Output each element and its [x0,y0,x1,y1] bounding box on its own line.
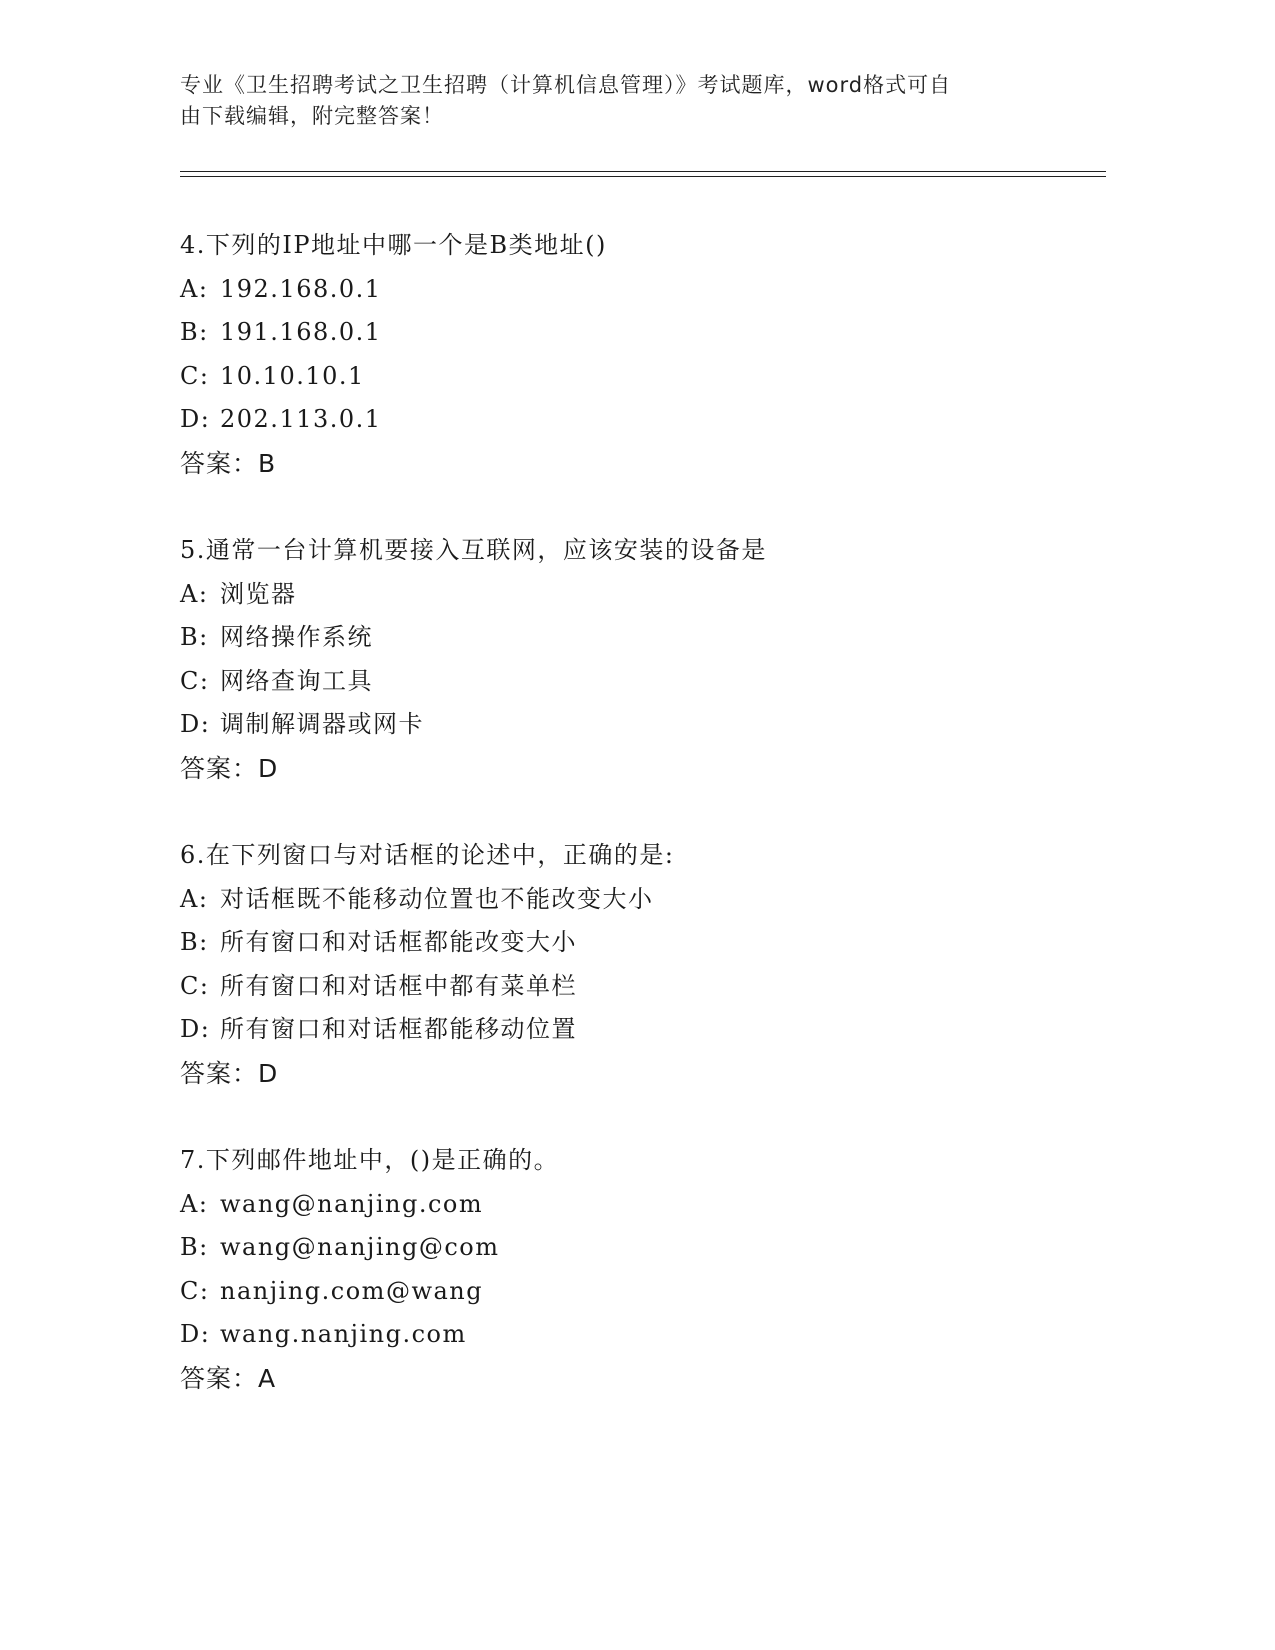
option-label: D: [180,710,211,739]
question-stem: 6.在下列窗口与对话框的论述中，正确的是: [180,841,675,869]
option-label: B: [180,928,209,957]
option-text: 所有窗口和对话框都能移动位置 [220,1015,577,1044]
option-label: A: [180,579,209,608]
option-text: wang@nanjing@com [220,1233,500,1262]
option-text: 对话框既不能移动位置也不能改变大小 [220,884,654,913]
option-c [180,1270,1100,1314]
question-stem: 7.下列邮件地址中，()是正确的。 [180,1146,560,1174]
option-label: B: [180,623,209,652]
option-d [180,1313,1100,1357]
option-text: 网络操作系统 [220,623,373,652]
option-text: 所有窗口和对话框都能改变大小 [220,928,577,957]
option-text: 调制解调器或网卡 [220,710,424,739]
option-text: 网络查询工具 [220,666,373,695]
option-c [180,660,1100,704]
option-text: nanjing.com@wang [220,1276,484,1305]
option-label: C: [180,666,210,695]
answer-line: 答案：D [180,1058,279,1088]
option-d [180,1008,1100,1052]
option-a [180,878,1100,922]
option-text: 202.113.0.1 [220,405,382,434]
option-b [180,616,1100,660]
option-label: C: [180,971,210,1000]
answer-line: 答案：B [180,448,277,478]
option-b [180,1226,1100,1270]
option-label: C: [180,1276,210,1305]
option-a [180,573,1100,617]
option-label: A: [180,1189,209,1218]
option-label: D: [180,405,211,434]
question-4 [180,224,1100,486]
option-a [180,1183,1100,1227]
option-text: 192.168.0.1 [220,274,382,303]
question-6 [180,834,1100,1096]
option-b [180,921,1100,965]
option-c [180,965,1100,1009]
option-a [180,268,1100,312]
option-d [180,398,1100,442]
question-stem: 5.通常一台计算机要接入互联网，应该安装的设备是 [180,536,767,564]
option-d [180,703,1100,747]
option-label: A: [180,274,209,303]
option-text: 浏览器 [220,579,297,608]
question-stem: 4.下列的IP地址中哪一个是B类地址() [180,231,607,259]
option-text: wang.nanjing.com [220,1320,467,1349]
option-text: 10.10.10.1 [220,361,365,390]
option-label: B: [180,1233,209,1262]
option-c [180,355,1100,399]
option-label: C: [180,361,210,390]
header-line-2: 由下载编辑，附完整答案！ [180,104,444,128]
option-text: 191.168.0.1 [220,318,382,347]
header-divider-top [180,171,1106,172]
option-text: wang@nanjing.com [220,1189,484,1218]
question-7 [180,1139,1100,1401]
answer-line: 答案：A [180,1363,277,1393]
header-line-1: 专业《卫生招聘考试之卫生招聘（计算机信息管理）》考试题库，word格式可自 [180,73,952,97]
option-label: D: [180,1320,211,1349]
header-divider-bottom [180,176,1106,177]
option-label: D: [180,1015,211,1044]
option-text: 所有窗口和对话框中都有菜单栏 [220,971,577,1000]
option-label: A: [180,884,209,913]
option-b [180,311,1100,355]
document-header [180,70,1040,132]
answer-line: 答案：D [180,753,279,783]
question-5 [180,529,1100,791]
option-label: B: [180,318,209,347]
